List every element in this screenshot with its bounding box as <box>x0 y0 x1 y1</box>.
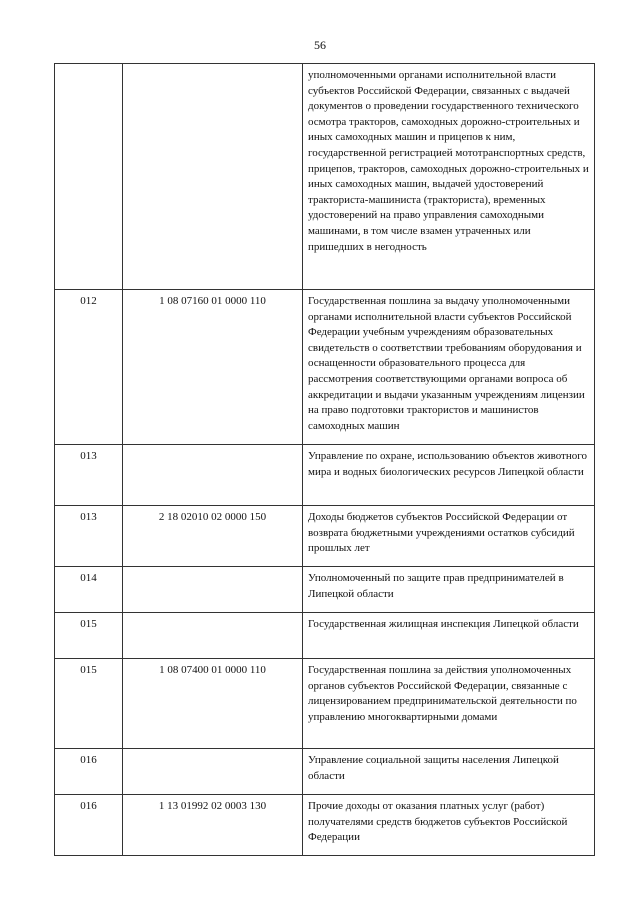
budget-code-cell <box>123 613 303 659</box>
budget-code-cell <box>123 749 303 795</box>
table-row <box>55 506 595 567</box>
revenue-codes-table <box>54 63 595 856</box>
description-cell: Государственная жилищная инспекция Липецкой области <box>303 613 595 659</box>
budget-code-cell: 1 13 01992 02 0003 130 <box>123 795 303 856</box>
budget-code-cell: 2 18 02010 02 0000 150 <box>123 506 303 567</box>
table-row <box>55 64 595 290</box>
budget-code-cell <box>123 64 303 290</box>
description-cell: Прочие доходы от оказания платных услуг (работ) получателями средств бюджетов субъектов Российской Федерации <box>303 795 595 856</box>
description-cell: Государственная пошлина за выдачу уполномоченными органами исполнительной власти субъектов Российской Федерации учебным учреждениям образовательных свидетельств о соответствии требованиям оборудования и оснащенности образовательного процесса для рассмотрения соответствующими органами вопроса об аккредитации и выдачи указанным учреждениям лицензии на право подготовки трактористов и машинистов самоходных машин <box>303 290 595 445</box>
admin-code-cell: 015 <box>55 659 123 749</box>
table-row <box>55 795 595 856</box>
table-row <box>55 749 595 795</box>
admin-code-cell: 016 <box>55 749 123 795</box>
description-cell: Управление социальной защиты населения Липецкой области <box>303 749 595 795</box>
admin-code-cell: 013 <box>55 506 123 567</box>
table-row <box>55 445 595 506</box>
description-cell: уполномоченными органами исполнительной власти субъектов Российской Федерации, связанных с выдачей документов о проведении государственного технического осмотра тракторов, самоходных дорожно-строительных и иных самоходных машин и прицепов к ним, государственной регистрацией мототранспортных средств, прицепов, тракторов, самоходных дорожно-строительных и иных самоходных машин, выдачей удостоверений тракториста-машиниста (тракториста), временных удостоверений на право управления самоходными машинами, в том числе взамен утраченных или пришедших в негодность <box>303 64 595 290</box>
description-cell: Уполномоченный по защите прав предпринимателей в Липецкой области <box>303 567 595 613</box>
admin-code-cell <box>55 64 123 290</box>
admin-code-cell: 012 <box>55 290 123 445</box>
table-row <box>55 567 595 613</box>
admin-code-cell: 013 <box>55 445 123 506</box>
table-row <box>55 613 595 659</box>
admin-code-cell: 015 <box>55 613 123 659</box>
budget-code-cell <box>123 567 303 613</box>
table-row <box>55 290 595 445</box>
page-number: 56 <box>314 38 326 52</box>
budget-code-cell: 1 08 07160 01 0000 110 <box>123 290 303 445</box>
description-cell: Доходы бюджетов субъектов Российской Федерации от возврата бюджетными учреждениями остатков субсидий прошлых лет <box>303 506 595 567</box>
admin-code-cell: 014 <box>55 567 123 613</box>
budget-code-cell <box>123 445 303 506</box>
table-row <box>55 659 595 749</box>
description-cell: Государственная пошлина за действия уполномоченных органов субъектов Российской Федерации, связанные с лицензированием предпринимательской деятельности по управлению многоквартирными домами <box>303 659 595 749</box>
admin-code-cell: 016 <box>55 795 123 856</box>
description-cell: Управление по охране, использованию объектов животного мира и водных биологических ресурсов Липецкой области <box>303 445 595 506</box>
budget-code-cell: 1 08 07400 01 0000 110 <box>123 659 303 749</box>
